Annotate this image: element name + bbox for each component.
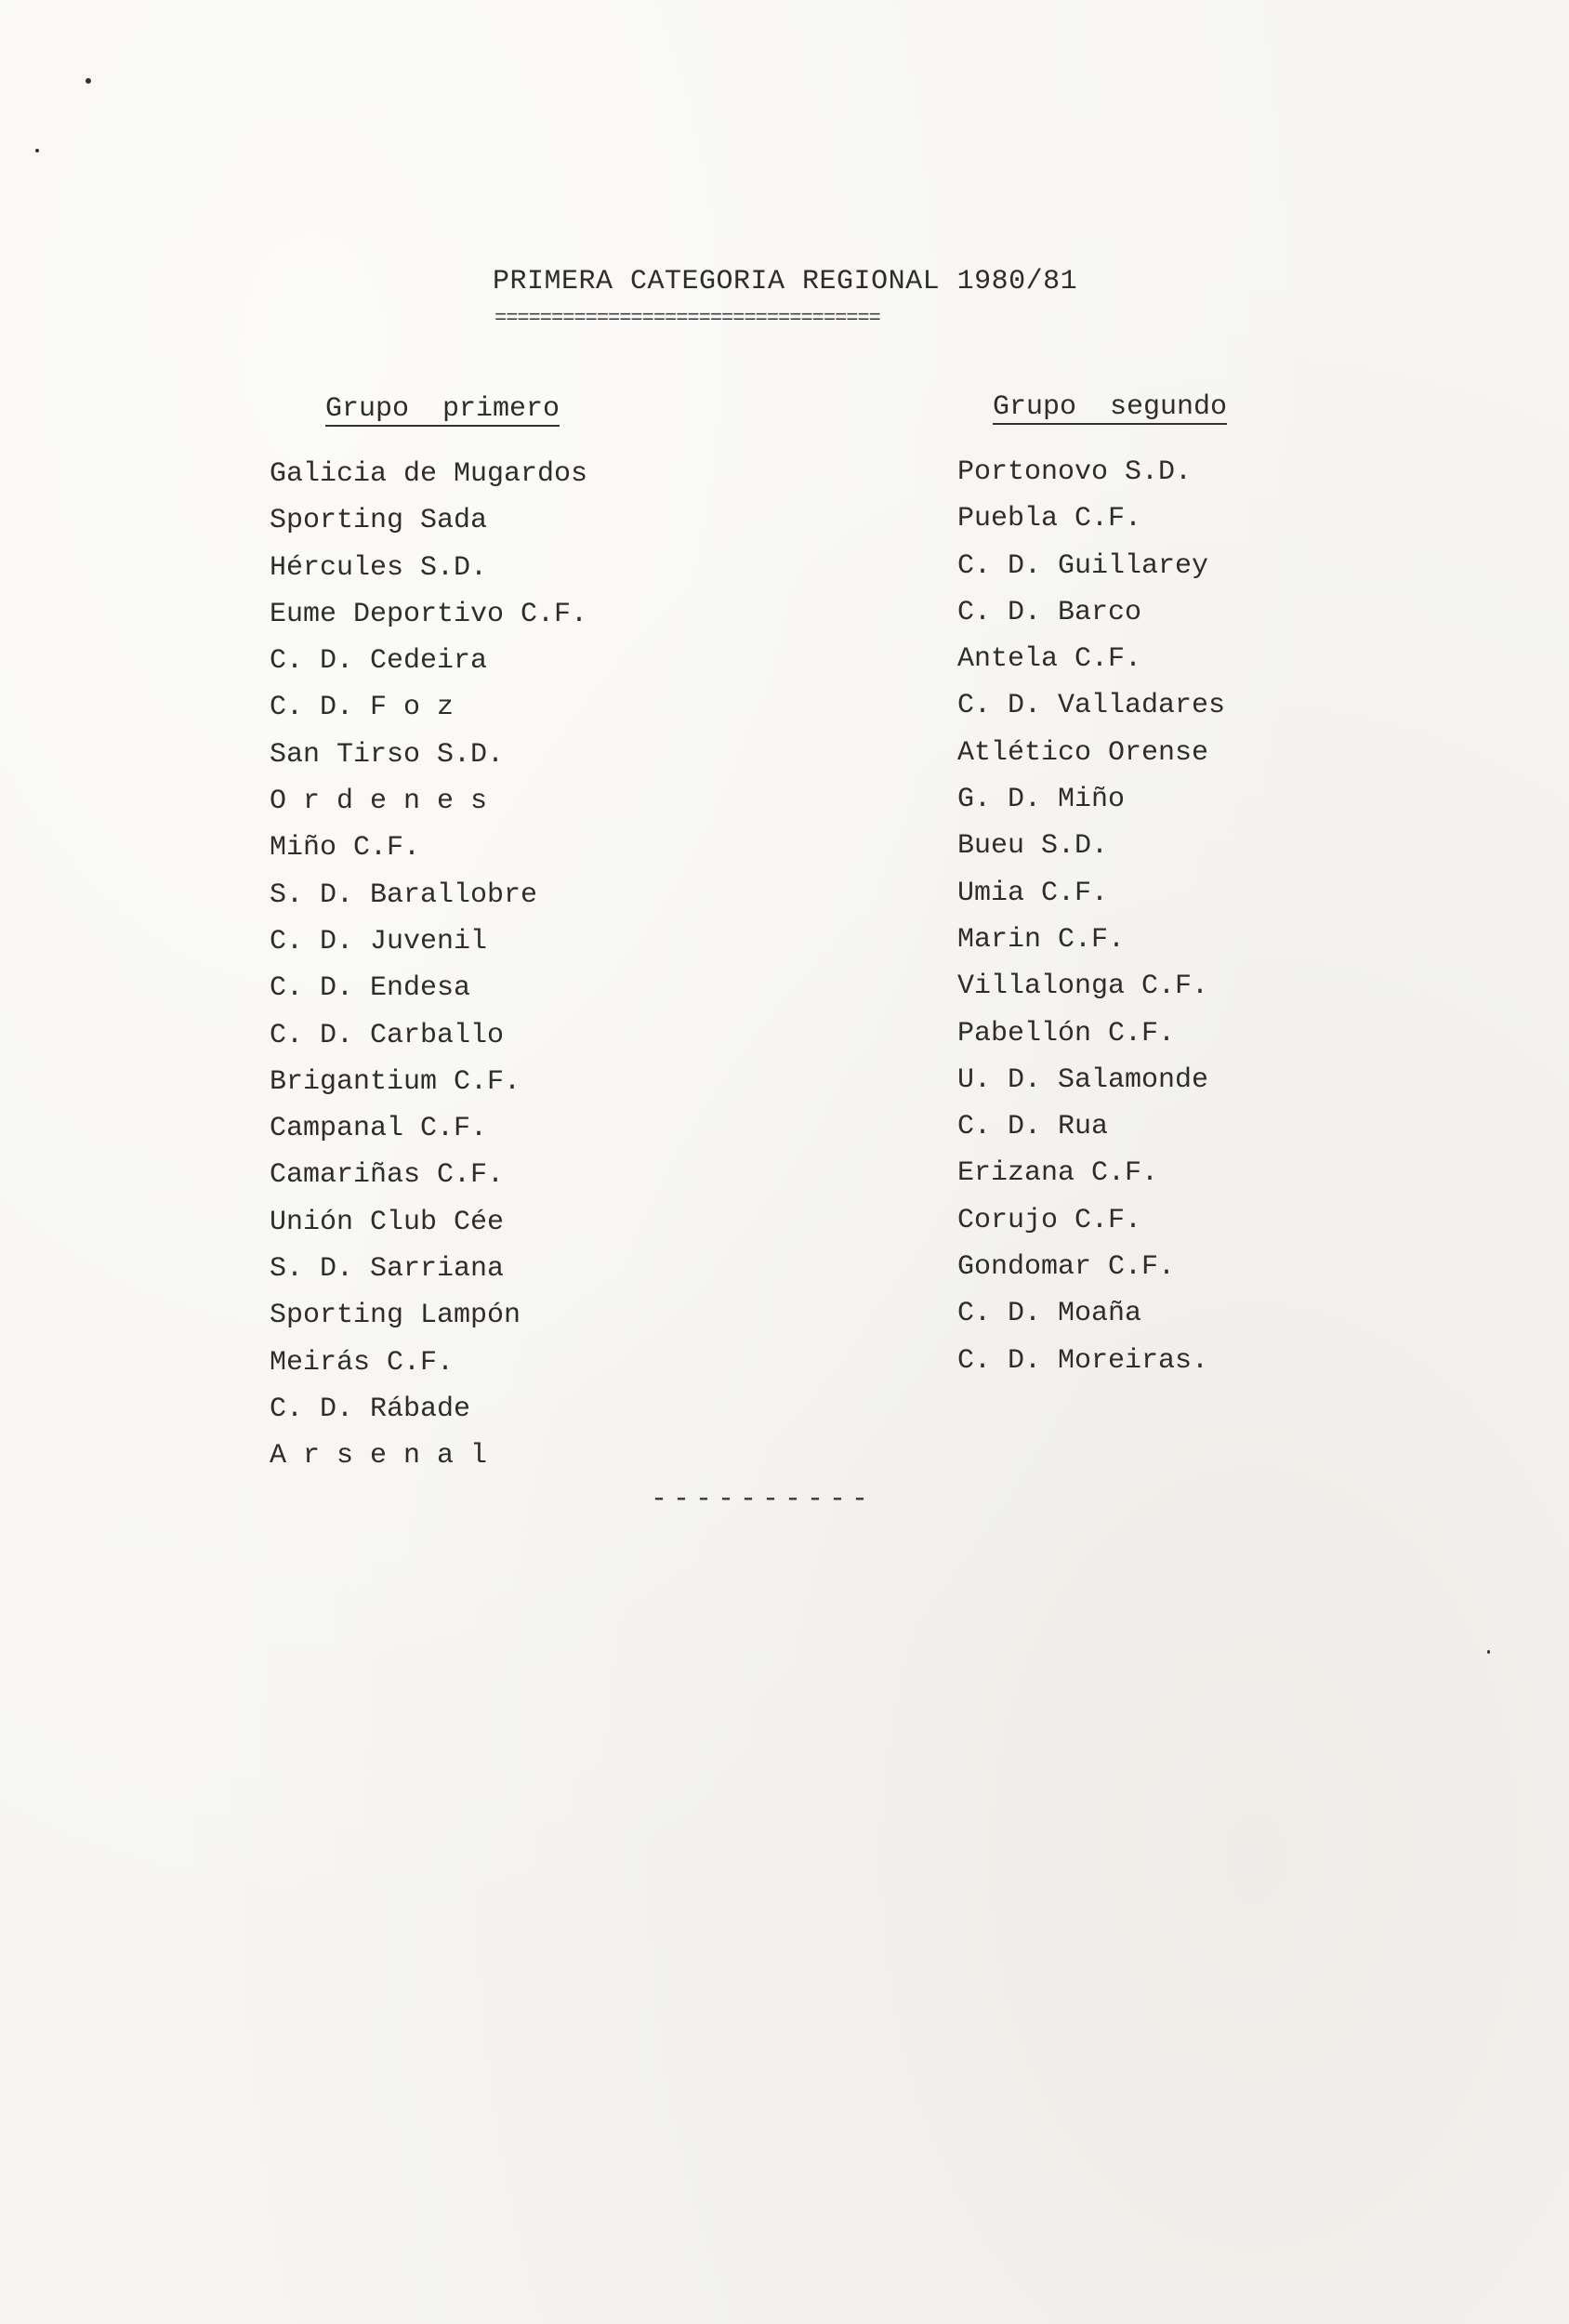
club-list-item: G. D. Miño <box>957 784 1126 816</box>
club-list-item: C. D. Barco <box>957 596 1142 628</box>
club-list-item: C. D. Endesa <box>270 972 471 1005</box>
club-list-item: Bueu S.D. <box>957 830 1109 863</box>
club-list-item: Hércules S.D. <box>270 551 488 584</box>
document-title: PRIMERA CATEGORIA REGIONAL 1980/81 <box>493 266 1078 297</box>
club-list-item: C. D. Rábade <box>270 1393 471 1425</box>
club-list-item: S. D. Barallobre <box>270 878 538 911</box>
club-list-item: Campanal C.F. <box>270 1113 488 1145</box>
club-list-item: A r s e n a l <box>270 1440 488 1472</box>
title-double-underline: ================================== <box>494 307 880 330</box>
club-list-item: C. D. Carballo <box>270 1019 505 1051</box>
group-primero-header: Grupo primero <box>325 393 560 425</box>
club-list-item: Puebla C.F. <box>957 503 1142 535</box>
club-list-item: Meirás C.F. <box>270 1346 455 1379</box>
club-list-item: Antela C.F. <box>957 643 1142 676</box>
club-list-item: Sporting Sada <box>270 505 488 537</box>
club-list-item: Camariñas C.F. <box>270 1159 505 1192</box>
group-segundo-header: Grupo segundo <box>993 391 1228 423</box>
club-list-item: C. D. Moreiras. <box>957 1344 1209 1377</box>
club-list-item: C. D. F o z <box>270 692 455 724</box>
club-list-item: Pabellón C.F. <box>957 1017 1176 1050</box>
club-list-item: C. D. Valladares <box>957 690 1226 722</box>
club-list-item: Brigantium C.F. <box>270 1065 521 1098</box>
group-segundo-list <box>957 454 1225 1389</box>
club-list-item: C. D. Moaña <box>957 1298 1142 1330</box>
club-list-item: C. D. Cedeira <box>270 645 488 678</box>
paper-speck <box>86 78 91 84</box>
club-list-item: Unión Club Cée <box>270 1206 505 1238</box>
club-list-item: U. D. Salamonde <box>957 1063 1209 1096</box>
club-list-item: Galicia de Mugardos <box>270 458 588 490</box>
club-list-item: C. D. Rua <box>957 1111 1109 1143</box>
group-primero-list <box>270 456 587 1485</box>
club-list-item: O r d e n e s <box>270 786 488 818</box>
club-list-item: Gondomar C.F. <box>957 1251 1176 1284</box>
closing-dashed-rule: ---------- <box>651 1484 875 1515</box>
club-list-item: C. D. Juvenil <box>270 925 488 957</box>
club-list-item: Marin C.F. <box>957 923 1126 956</box>
club-list-item: Umia C.F. <box>957 877 1109 909</box>
club-list-item: C. D. Guillarey <box>957 549 1209 582</box>
club-list-item: Atlético Orense <box>957 736 1209 769</box>
club-list-item: Villalonga C.F. <box>957 971 1209 1003</box>
club-list-item: Portonovo S.D. <box>957 456 1193 488</box>
paper-speck <box>1487 1650 1490 1654</box>
club-list-item: S. D. Sarriana <box>270 1253 505 1286</box>
club-list-item: Sporting Lampón <box>270 1300 521 1332</box>
paper-speck <box>35 149 39 152</box>
club-list-item: Erizana C.F. <box>957 1157 1159 1190</box>
club-list-item: Miño C.F. <box>270 832 421 865</box>
club-list-item: Eume Deportivo C.F. <box>270 598 588 630</box>
club-list-item: San Tirso S.D. <box>270 738 505 771</box>
club-list-item: Corujo C.F. <box>957 1204 1142 1236</box>
